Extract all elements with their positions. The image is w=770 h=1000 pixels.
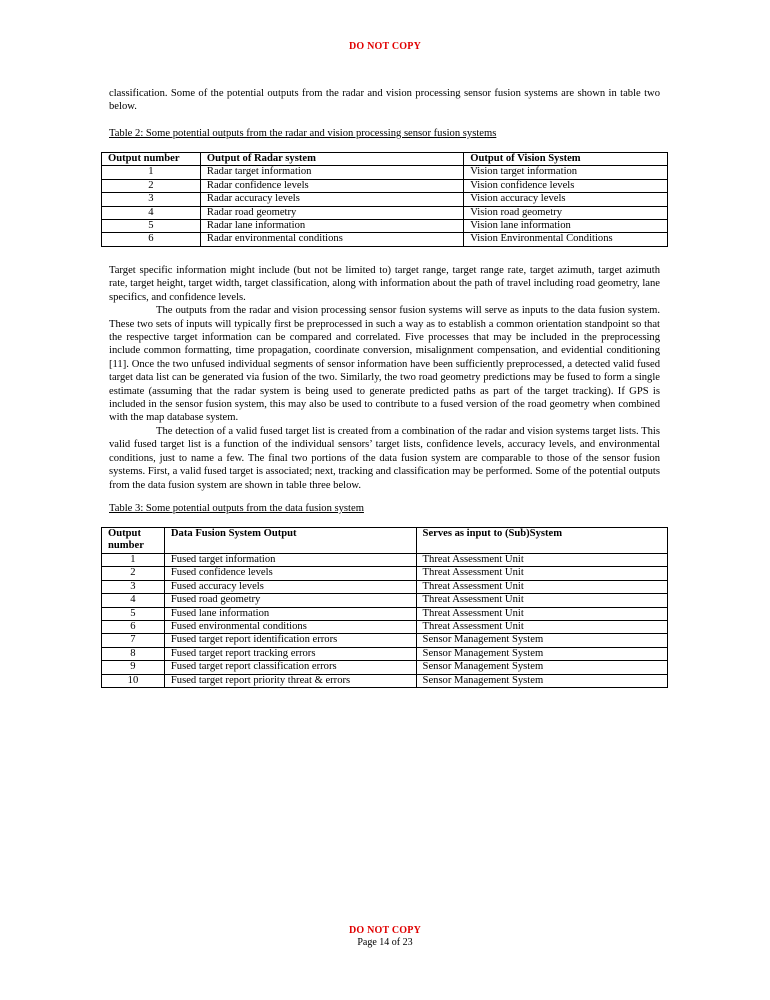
table3-cell: Threat Assessment Unit [416, 607, 667, 620]
table2-cell: Radar target information [200, 166, 463, 179]
table2-row [102, 220, 668, 233]
table3-cell: 5 [102, 607, 165, 620]
watermark-top: DO NOT COPY [348, 41, 422, 52]
table2-cell: Vision target information [464, 166, 668, 179]
table3-cell: Fused target report classification errors [164, 661, 416, 674]
table2-cell: Vision lane information [464, 220, 668, 233]
watermark-bottom: DO NOT COPY [348, 925, 422, 936]
table3-row [102, 674, 668, 687]
table3-cell: Threat Assessment Unit [416, 621, 667, 634]
table3-cell: 6 [102, 621, 165, 634]
table2-cell: 6 [102, 233, 201, 246]
table3-cell: 7 [102, 634, 165, 647]
table3-row [102, 607, 668, 620]
table3-cell: 2 [102, 567, 165, 580]
table3-header-row [102, 528, 668, 554]
table3-cell: 9 [102, 661, 165, 674]
table3-row [102, 621, 668, 634]
table2-header-row [102, 153, 668, 166]
table3-header-cell: Serves as input to (Sub)System [416, 528, 667, 554]
table3-caption: Table 3: Some potential outputs from the data fusion system [109, 503, 364, 514]
table2-header-cell: Output number [102, 153, 201, 166]
table3-cell: Sensor Management System [416, 634, 667, 647]
table3-cell: 4 [102, 594, 165, 607]
table3-header-cell: Output number [102, 528, 165, 554]
table2-header-cell: Output of Radar system [200, 153, 463, 166]
table3-cell: 10 [102, 674, 165, 687]
table3 [101, 527, 668, 688]
table3-row [102, 554, 668, 567]
table3-cell: Fused target report identification errors [164, 634, 416, 647]
table2 [101, 152, 668, 247]
table3-row [102, 567, 668, 580]
table2-cell: 1 [102, 166, 201, 179]
table2-cell: Radar confidence levels [200, 179, 463, 192]
table2-cell: 5 [102, 220, 201, 233]
table2-cell: Vision confidence levels [464, 179, 668, 192]
body-paragraph: Target specific information might include (but not be limited to) target range, target range rate, target azimuth, target azimuth rate, target height, target width, target classification, along with information about the path of travel including road geometry, lane specifics, and confidence levels. [109, 265, 660, 303]
body-paragraph: The outputs from the radar and vision processing sensor fusion systems will serve as inputs to the data fusion system. These two sets of inputs will typically first be preprocessed in such a way as to establish a common orientation standpoint so that the respective target information can be compared and correlated. Five processes that may be included in the preprocessing include common formatting, time propagation, coordinate conversion, misalignment compensation, and evidential conditioning [11]. Once the two unfused individual segments of sensor information have been sufficiently preprocessed, a detected valid fused target data list can be generated via fusion of the two. Similarly, the two road geometry predictions may be fused to form a single estimate (assuming that the radar system is being used to generate predicted paths as part of the target tracking). If GPS is included in the sensor fusion system, this may also be used to contribute to a fused version of the road geometry when combined with the map database system. [109, 305, 660, 424]
table2-cell: Radar lane information [200, 220, 463, 233]
table3-cell: Fused target report priority threat & errors [164, 674, 416, 687]
table3-cell: Fused accuracy levels [164, 580, 416, 593]
table3-cell: 1 [102, 554, 165, 567]
table3-cell: Threat Assessment Unit [416, 594, 667, 607]
table3-cell: Fused environmental conditions [164, 621, 416, 634]
table2-caption-block [109, 127, 660, 140]
table3-header-cell: Data Fusion System Output [164, 528, 416, 554]
table2-row [102, 206, 668, 219]
body-text [109, 264, 660, 492]
table3-cell: Fused target information [164, 554, 416, 567]
table3-cell: Fused road geometry [164, 594, 416, 607]
table2-cell: 3 [102, 193, 201, 206]
table2-cell: Vision Environmental Conditions [464, 233, 668, 246]
intro-text: classification. Some of the potential outputs from the radar and vision processing sensor fusion systems are shown in table two below. [109, 88, 660, 113]
intro-paragraph [109, 87, 660, 114]
table3-row [102, 661, 668, 674]
table3-cell: 3 [102, 580, 165, 593]
table2-header-cell: Output of Vision System [464, 153, 668, 166]
table3-cell: Fused confidence levels [164, 567, 416, 580]
table3-cell: Threat Assessment Unit [416, 567, 667, 580]
table3-cell: Fused lane information [164, 607, 416, 620]
table2-row [102, 193, 668, 206]
table2-cell: Radar accuracy levels [200, 193, 463, 206]
body-paragraph: The detection of a valid fused target list is created from a combination of the radar and vision systems target lists. This valid fused target list is a function of the individual sensors’ target lists, confidence levels, accuracy levels, and environmental conditions, just to name a few. The final two portions of the data fusion system are comparable to those of the sensor fusion systems. First, a valid fused target is associated; next, tracking and classification may be performed. Some of the potential outputs from the data fusion system are shown in table three below. [109, 425, 660, 491]
table2-row [102, 166, 668, 179]
table3-cell: Threat Assessment Unit [416, 554, 667, 567]
table2-cell: 4 [102, 206, 201, 219]
table3-cell: Fused target report tracking errors [164, 647, 416, 660]
table3-cell: Sensor Management System [416, 661, 667, 674]
table2-row [102, 233, 668, 246]
table3-cell: Sensor Management System [416, 674, 667, 687]
table3-row [102, 634, 668, 647]
table3-caption-block [109, 502, 660, 515]
table2-cell: Radar road geometry [200, 206, 463, 219]
table3-row [102, 580, 668, 593]
table3-cell: 8 [102, 647, 165, 660]
table3-row [102, 594, 668, 607]
page-number: Page 14 of 23 [357, 937, 413, 948]
table3-cell: Sensor Management System [416, 647, 667, 660]
table2-cell: 2 [102, 179, 201, 192]
table2-cell: Vision road geometry [464, 206, 668, 219]
table2-cell: Radar environmental conditions [200, 233, 463, 246]
table2-row [102, 179, 668, 192]
table2-cell: Vision accuracy levels [464, 193, 668, 206]
table2-caption: Table 2: Some potential outputs from the radar and vision processing sensor fusion systems [109, 128, 497, 139]
table3-row [102, 647, 668, 660]
table3-cell: Threat Assessment Unit [416, 580, 667, 593]
